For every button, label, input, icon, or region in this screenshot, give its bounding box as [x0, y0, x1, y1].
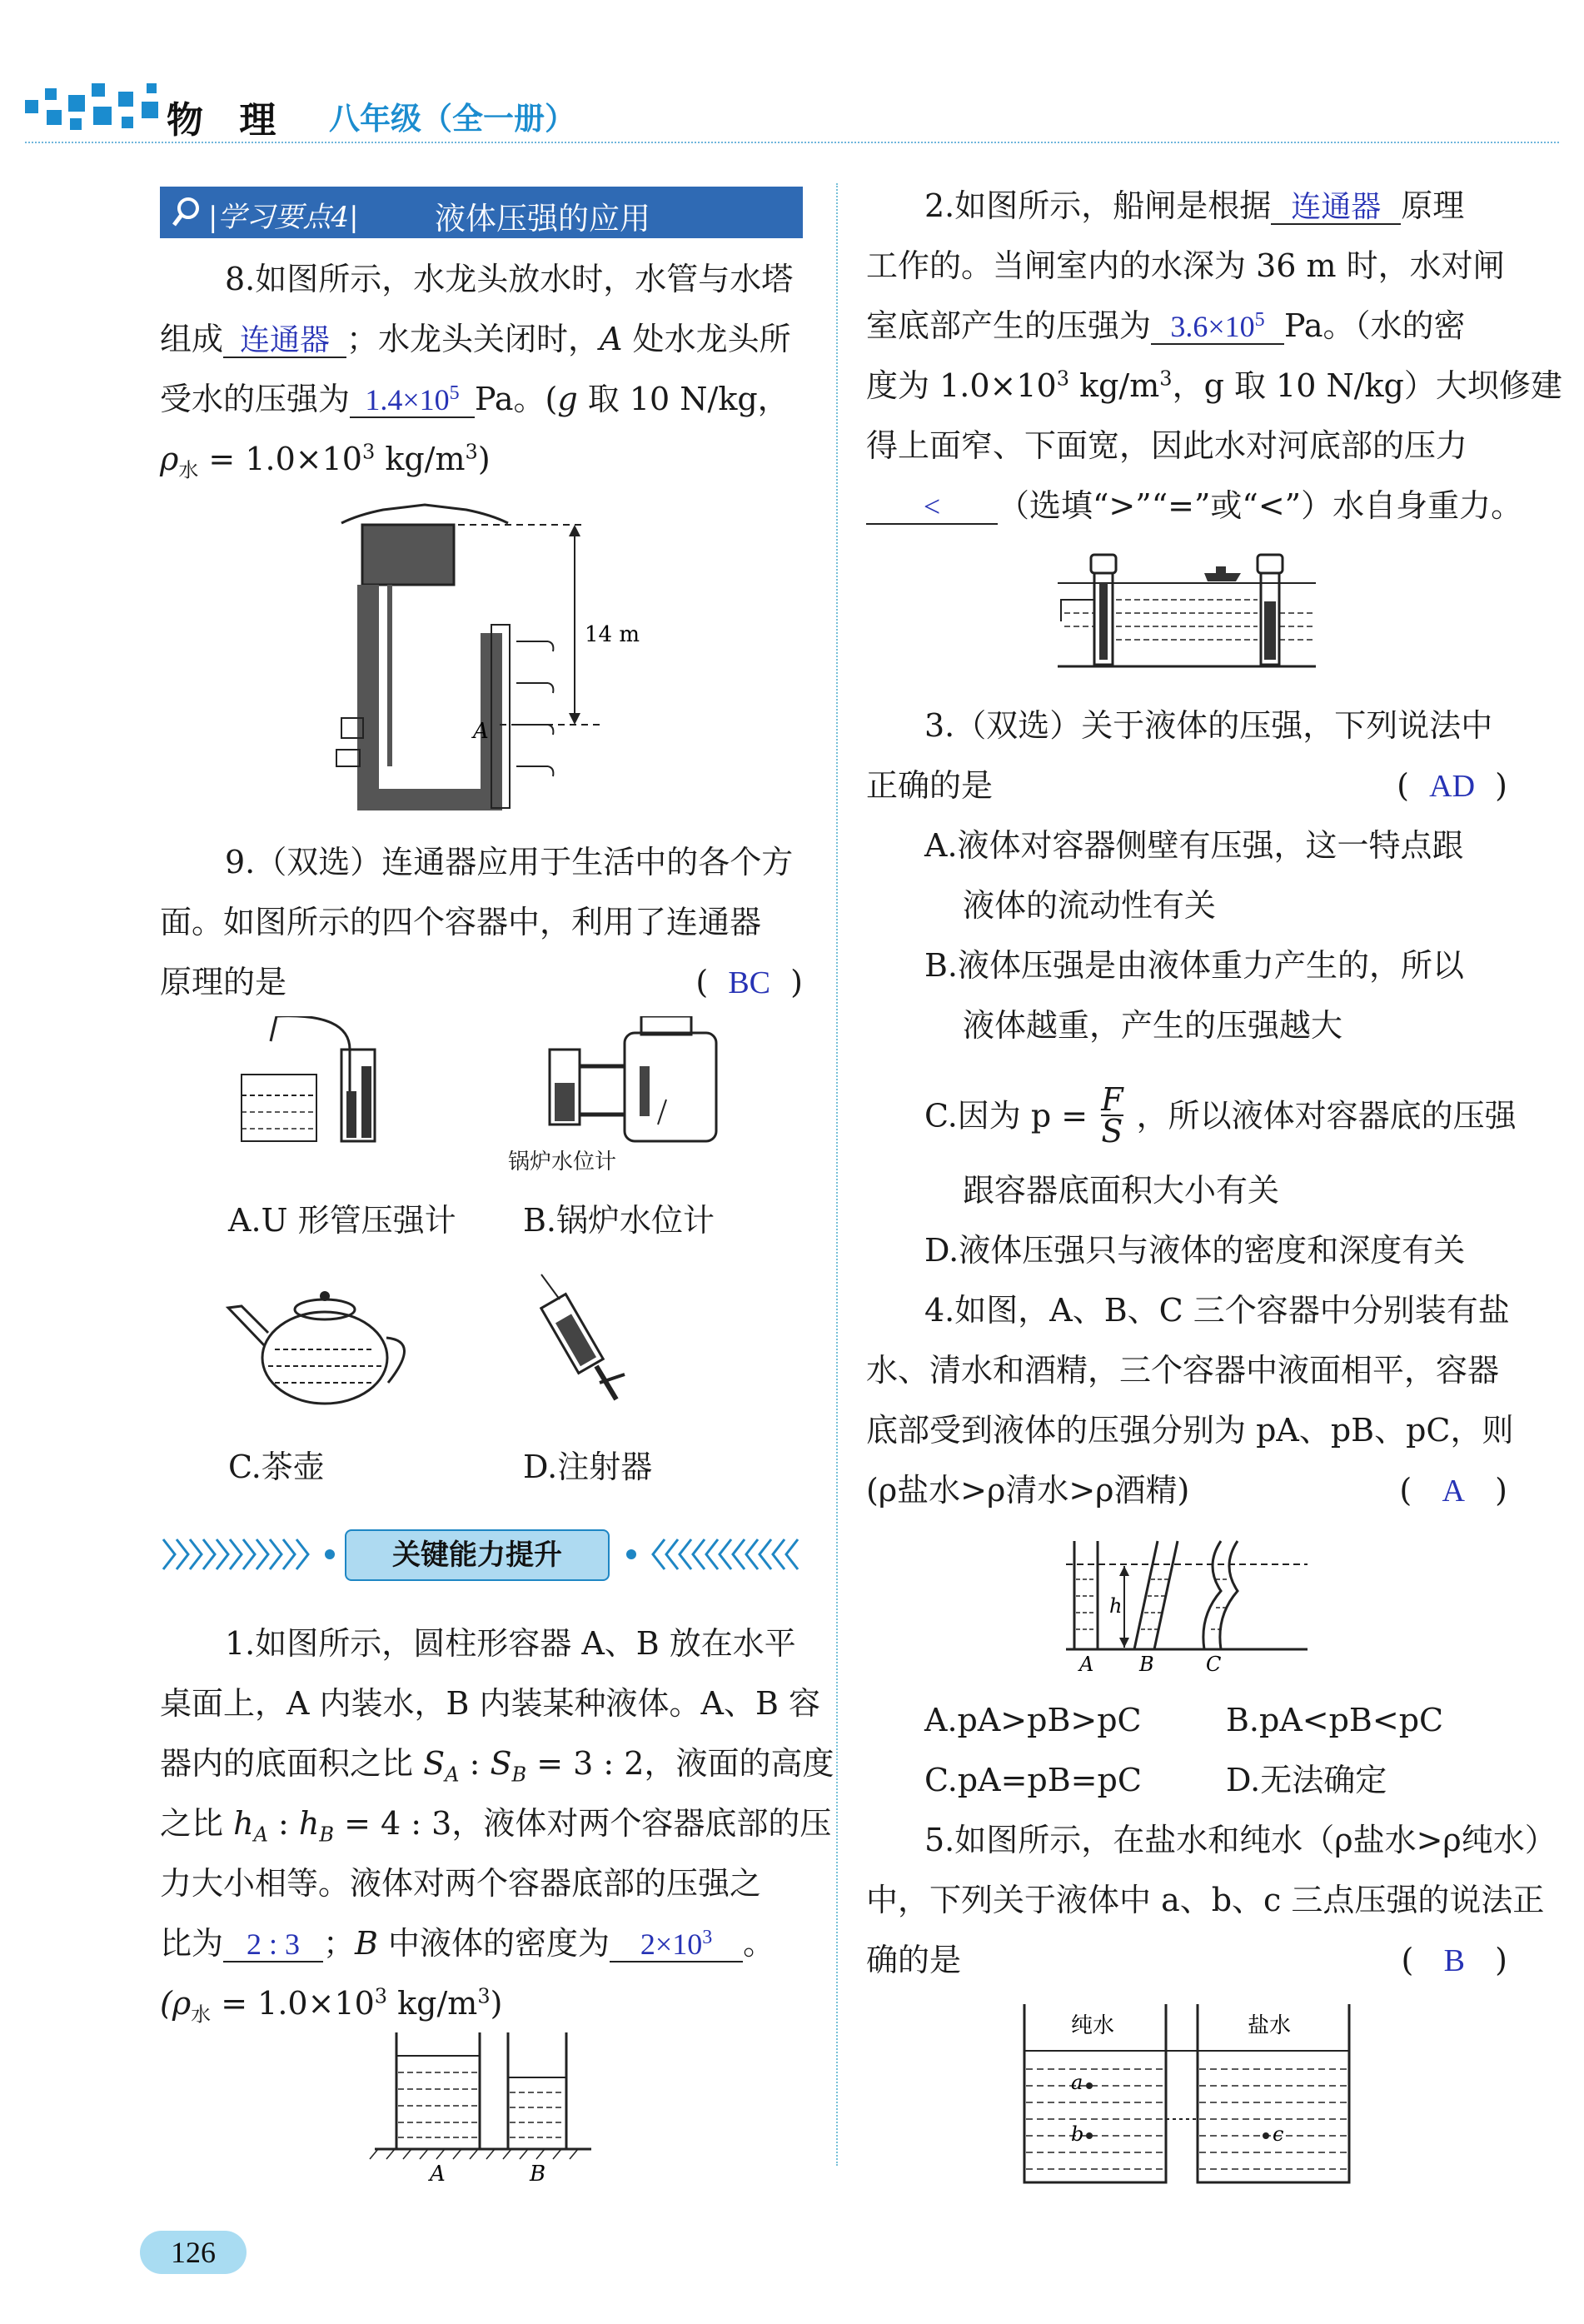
q3-line1: 3.（双选）关于液体的压强，下列说法中: [924, 707, 1493, 744]
q2-line3: 室底部产生的压强为 $3.6\times 10^5$ Pa。（水的密: [866, 307, 1466, 344]
q3-option-d: D.液体压强只与液体的密度和深度有关: [924, 1232, 1466, 1269]
q1-answer2: $2\times 10^3$: [610, 1928, 743, 1962]
q9-option-d: D.注射器: [523, 1449, 653, 1485]
q1-answer1: 2 : 3: [223, 1928, 323, 1962]
q4-line4: (ρ盐水>ρ清水>ρ酒精) ( A ): [866, 1472, 1507, 1509]
q8-line4: $\rho_水 = 1.0\times 10^3$ $kg/m^3$): [160, 440, 491, 482]
q1-container-b-label: B: [530, 2162, 546, 2182]
q5-point-b: b: [1071, 2122, 1084, 2146]
key-ability-banner: [160, 1524, 803, 1584]
q3-answer: AD: [1429, 769, 1476, 804]
q5-point-a: a: [1071, 2071, 1083, 2094]
q8-line1: 8.如图所示，水龙头放水时，水管与水塔: [225, 261, 794, 297]
key-ability-title: 关键能力提升: [345, 1529, 610, 1581]
q4-option-a: A.pA>pB>pC: [924, 1702, 1142, 1738]
q3-option-b-line1: B.液体压强是由液体重力产生的，所以: [924, 947, 1465, 984]
q1-container-a-label: A: [430, 2162, 446, 2182]
q3-option-a-line2: 液体的流动性有关: [963, 887, 1217, 924]
boiler-gauge-figure: [533, 1016, 733, 1158]
header-grade: 八年级（全一册）: [329, 101, 575, 137]
q4-option-d: D.无法确定: [1226, 1762, 1387, 1798]
q2-line4: 度为 $1.0\times 10^3$ $kg/m^3$，g 取 10 N/kg）大坝修建: [866, 367, 1562, 404]
header-subject: 物 理: [167, 99, 288, 142]
section-kicker: |学习要点4|: [208, 201, 359, 234]
q2-answer1: 连通器: [1271, 190, 1401, 225]
q1-line2: 桌面上，A 内装水，B 内装某种液体。A、B 容: [160, 1685, 820, 1722]
magnifier-icon: [172, 197, 202, 230]
q4-answer: A: [1442, 1474, 1465, 1509]
q2-line6: < （选填“>”“=”或“<”）水自身重力。: [866, 485, 1522, 526]
q2-answer2: $3.6\times 10^5$: [1151, 310, 1284, 345]
q2-answer3: <: [866, 490, 998, 525]
q8-answer1: 连通器: [223, 323, 346, 358]
water-tower-figure: [325, 500, 658, 825]
q5-point-c: c: [1273, 2122, 1284, 2146]
section-title: 液体压强的应用: [435, 201, 650, 237]
q3-option-b-line2: 液体越重，产生的压强越大: [963, 1007, 1343, 1044]
q8-line2: 组成 连通器 ；水龙头关闭时，A 处水龙头所: [160, 321, 791, 357]
q3-option-c-line2: 跟容器底面积大小有关: [963, 1172, 1280, 1209]
q9-line3: 原理的是 ( BC ): [160, 964, 803, 1000]
two-containers-figure: [366, 2032, 600, 2182]
q4-line3: 底部受到液体的压强分别为 pA、pB、pC，则: [866, 1412, 1514, 1449]
q4-label-h: h: [1109, 1594, 1123, 1618]
section-heading-bar: [160, 187, 803, 238]
q5-salt-water-label: 盐水: [1248, 2013, 1292, 2038]
q9-option-c: C.茶壶: [228, 1449, 325, 1485]
q3-line2: 正确的是 ( AD ): [866, 767, 1507, 804]
q8-point-a-label: A: [473, 719, 489, 744]
q5-pure-water-label: 纯水: [1071, 2013, 1115, 2038]
q9-line2: 面。如图所示的四个容器中，利用了连通器: [160, 904, 762, 940]
page-number: 126: [140, 2231, 247, 2274]
salt-pure-water-figure: [1016, 1999, 1366, 2191]
q9-option-b: B.锅炉水位计: [523, 1202, 715, 1239]
header-divider: [25, 142, 1559, 143]
ship-lock-figure: [1049, 541, 1324, 675]
pressure-fraction: $\frac{F}{S}$: [1101, 1081, 1123, 1150]
column-divider: [836, 183, 838, 2166]
q4-option-c: C.pA=pB=pC: [924, 1762, 1142, 1798]
q1-line5: 力大小相等。液体对两个容器底部的压强之: [160, 1865, 762, 1902]
q2-line5: 得上面窄、下面宽，因此水对河底部的压力: [866, 427, 1468, 464]
u-tube-manometer-figure: [225, 1016, 408, 1150]
q3-option-c-line1: C.因为 p = $\frac{F}{S}$ ，所以液体对容器底的压强: [924, 1081, 1517, 1150]
q4-line1: 4.如图，A、B、C 三个容器中分别装有盐: [924, 1292, 1510, 1329]
teapot-figure: [225, 1266, 425, 1416]
q5-answer: B: [1443, 1943, 1465, 1978]
boiler-caption: 锅炉水位计: [508, 1150, 617, 1174]
q2-line2: 工作的。当闸室内的水深为 36 m 时，水对闸: [866, 247, 1505, 284]
three-containers-figure: [1058, 1533, 1324, 1674]
q4-label-a: A: [1079, 1653, 1094, 1674]
q2-line1: 2.如图所示，船闸是根据 连通器 原理: [924, 187, 1465, 224]
q8-answer2: $1.4\times 10^5$: [350, 383, 475, 418]
q1-line7: ($\rho_水 = 1.0\times 10^3$ $kg/m^3$): [160, 1984, 503, 2027]
q1-line4: 之比 $h_A$ : $h_B = 4$ : 3，液体对两个容器底部的压: [160, 1805, 832, 1847]
q8-height-label: 14 m: [585, 622, 640, 647]
q1-line3: 器内的底面积之比 $S_A$ : $S_B = 3$ : 2，液面的高度: [160, 1745, 834, 1787]
q5-line1: 5.如图所示，在盐水和纯水（ρ盐水>ρ纯水）: [924, 1822, 1557, 1858]
q9-answer: BC: [728, 965, 771, 1000]
q1-line6: 比为 2 : 3 ；B 中液体的密度为 $2\times 10^3$ 。: [160, 1925, 775, 1962]
q5-line3: 确的是 ( B ): [866, 1942, 1507, 1978]
q1-line1: 1.如图所示，圆柱形容器 A、B 放在水平: [225, 1625, 796, 1662]
q4-line2: 水、清水和酒精，三个容器中液面相平，容器: [866, 1352, 1500, 1389]
q9-option-a: A.U 形管压强计: [228, 1202, 456, 1239]
q4-label-c: C: [1206, 1653, 1222, 1674]
q5-line2: 中，下列关于液体中 a、b、c 三点压强的说法正: [866, 1882, 1545, 1918]
syringe-figure: [516, 1266, 666, 1416]
q8-line3: 受水的压强为 $1.4\times 10^5$ Pa。(g 取 10 N/kg，: [160, 381, 790, 417]
q4-label-b: B: [1139, 1653, 1154, 1674]
q9-line1: 9.（双选）连通器应用于生活中的各个方: [225, 844, 794, 880]
q4-option-b: B.pA<pB<pC: [1226, 1702, 1444, 1738]
q3-option-a-line1: A.液体对容器侧壁有压强，这一特点跟: [924, 827, 1464, 864]
